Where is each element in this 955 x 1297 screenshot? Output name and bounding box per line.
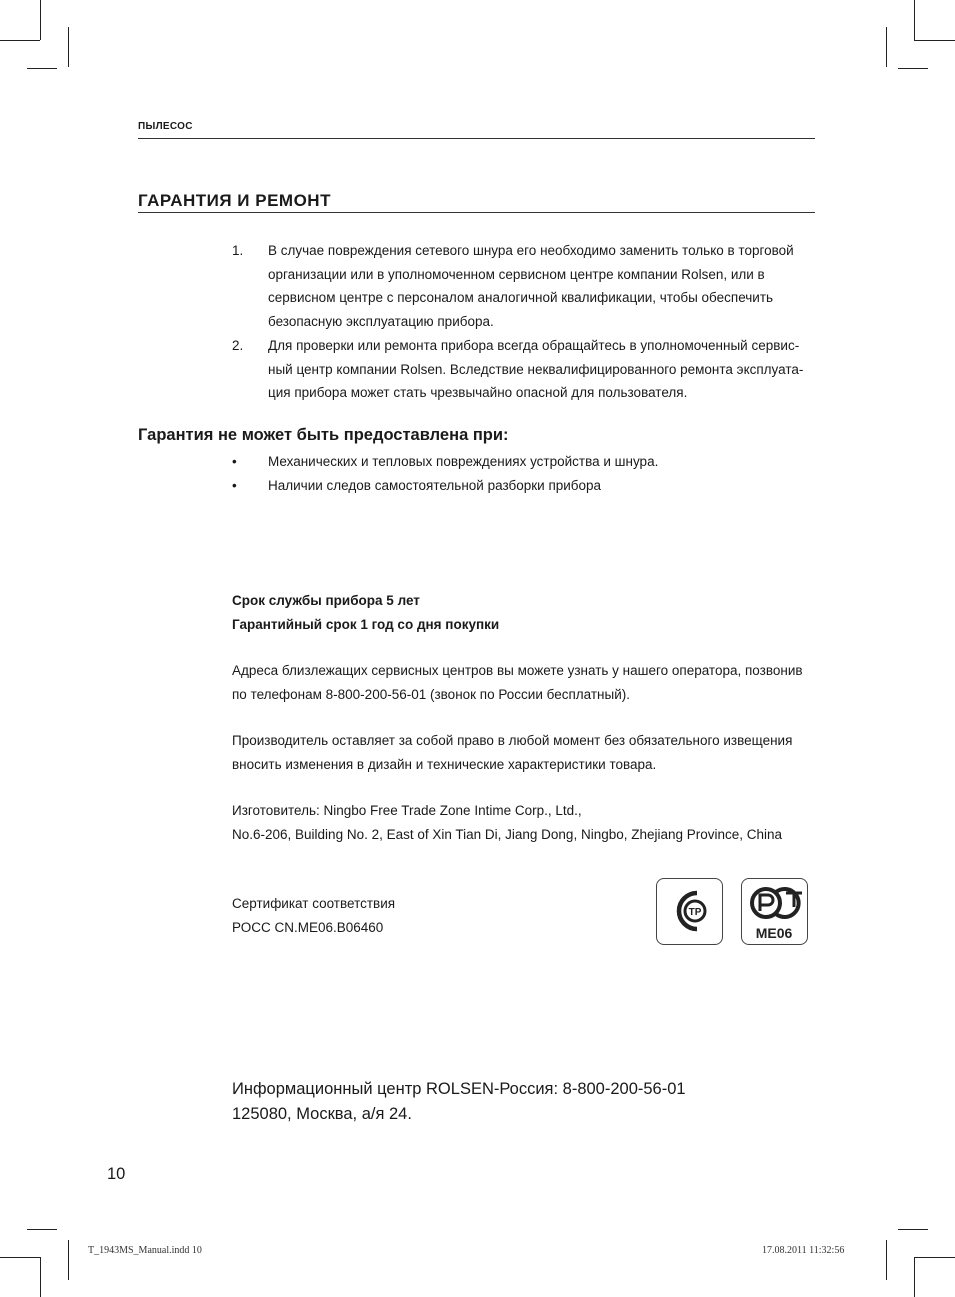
certificate-info — [232, 892, 395, 940]
item-number: 2. — [232, 337, 244, 353]
crop-mark — [886, 1240, 887, 1280]
slug-timestamp: 17.08.2011 11:32:56 — [762, 1245, 845, 1256]
numbered-list — [232, 239, 817, 405]
service-life: Срок службы прибора 5 лет — [232, 593, 420, 608]
numbered-item — [232, 239, 817, 334]
certificate-label: Сертификат соответствия — [232, 896, 396, 911]
crop-mark — [898, 1229, 928, 1230]
bullet-icon: • — [232, 478, 237, 493]
crop-mark — [914, 1257, 915, 1297]
crop-mark — [914, 1257, 955, 1258]
info-center — [232, 1077, 686, 1127]
crop-mark — [914, 40, 955, 41]
item-line: ция прибора может стать чрезвычайно опасной для пользователя. — [268, 385, 688, 401]
numbered-item — [232, 334, 817, 405]
item-line: Для проверки или ремонта прибора всегда обращайтесь в уполномоченный сервис- — [268, 337, 800, 353]
crop-mark — [0, 40, 40, 41]
item-line: организации или в уполномоченном сервисном центре компании Rolsen, или в — [268, 266, 765, 282]
manufacturer-paragraph — [232, 799, 782, 847]
logo-text: ТР — [688, 907, 702, 918]
gost-r-mark-icon — [742, 879, 806, 943]
item-number: 1. — [232, 243, 244, 258]
item-line: В случае повреждения сетевого шнура его необходимо заменить только в торговой — [268, 243, 794, 258]
crop-mark — [40, 1257, 41, 1297]
certificate-number: РОСС CN.ME06.B06460 — [232, 920, 384, 935]
slug-file: T_1943MS_Manual.indd 10 — [88, 1245, 202, 1256]
section-title: ГАРАНТИЯ И РЕМОНТ — [138, 191, 331, 210]
exclusions-heading: Гарантия не может быть предоставлена при: — [138, 426, 509, 444]
list-item-text: Наличии следов самостоятельной разборки прибора — [268, 478, 602, 493]
page-number: 10 — [107, 1165, 126, 1183]
gost-tr-logo-icon — [656, 878, 723, 945]
rights-paragraph — [232, 729, 792, 777]
item-line: ный центр компании Rolsen. Вследствие неквалифицированного ремонта эксплуата- — [268, 361, 804, 377]
warranty-period: Гарантийный срок 1 год со дня покупки — [232, 617, 500, 632]
crop-mark — [68, 1240, 69, 1280]
crop-mark — [914, 0, 915, 40]
exclusions-list — [232, 450, 658, 498]
crop-mark — [27, 68, 57, 69]
section-rule — [138, 212, 815, 213]
crop-mark — [68, 27, 69, 67]
header-rule — [138, 138, 815, 139]
info-center-address: 125080, Москва, а/я 24. — [232, 1105, 412, 1123]
running-header: ПЫЛЕСОС — [138, 121, 193, 132]
crop-mark — [886, 27, 887, 67]
crop-mark — [40, 0, 41, 40]
list-item — [232, 474, 658, 498]
paragraph-line: Изготовитель: Ningbo Free Trade Zone Intime Corp., Ltd., — [232, 803, 582, 818]
crop-mark — [898, 68, 928, 69]
list-item — [232, 450, 658, 474]
bullet-icon: • — [232, 454, 237, 469]
service-terms — [232, 589, 499, 637]
crop-mark — [27, 1229, 57, 1230]
logo-text: МЕ06 — [755, 925, 793, 941]
gost-tr-mark-icon — [657, 879, 721, 943]
info-center-phone: Информационный центр ROLSEN-Россия: 8-800-200-56-01 — [232, 1080, 686, 1098]
item-line: безопасную эксплуатацию прибора. — [268, 314, 494, 330]
addresses-paragraph — [232, 659, 803, 707]
crop-mark — [0, 1257, 40, 1258]
list-item-text: Механических и тепловых повреждениях устройства и шнура. — [268, 454, 659, 469]
item-line: сервисном центре с персоналом аналогичной квалификации, чтобы обеспечить — [268, 290, 774, 306]
gost-r-logo-icon — [741, 878, 808, 945]
paragraph-line: No.6-206, Building No. 2, East of Xin Tian Di, Jiang Dong, Ningbo, Zhejiang Province, China — [232, 827, 783, 842]
paragraph-line: вносить изменения в дизайн и технические характеристики товара. — [232, 757, 657, 772]
paragraph-line: Производитель оставляет за собой право в любой момент без обязательного извещения — [232, 733, 793, 748]
paragraph-line: Адреса близлежащих сервисных центров вы можете узнать у нашего оператора, позвонив — [232, 663, 803, 678]
paragraph-line: по телефонам 8-800-200-56-01 (звонок по России бесплатный). — [232, 687, 630, 702]
